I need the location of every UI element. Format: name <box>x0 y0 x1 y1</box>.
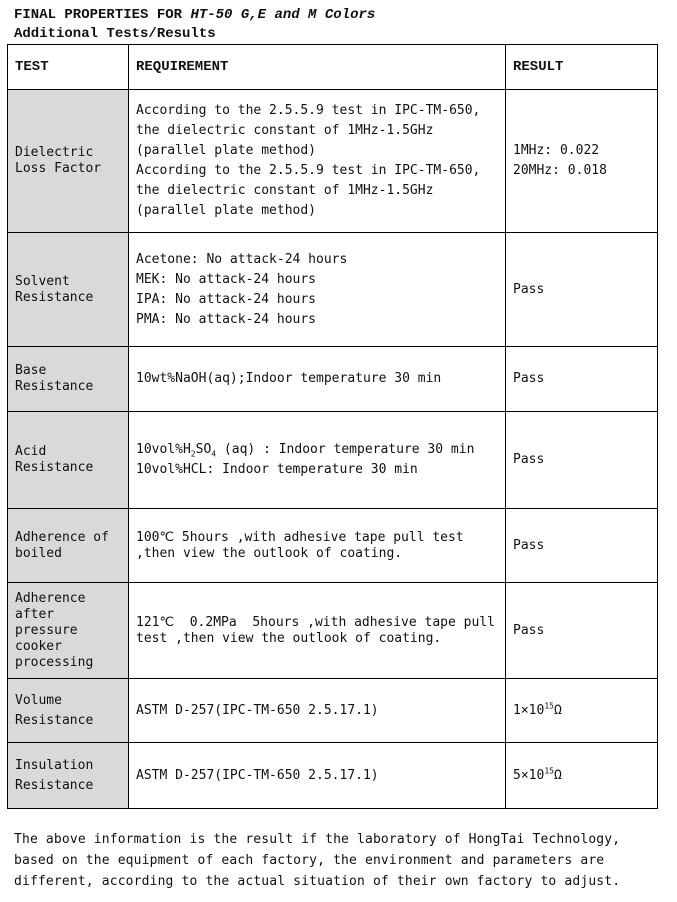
result-value: 20MHz: 0.018 <box>513 163 607 178</box>
title-prefix: FINAL PROPERTIES FOR <box>14 7 191 23</box>
result-mantissa: 1×10 <box>513 702 545 718</box>
acid-formula-mid: SO <box>195 442 212 457</box>
result-value: Pass <box>513 371 545 386</box>
result-cell <box>506 583 658 679</box>
document-subtitle: Additional Tests/Results <box>14 26 216 42</box>
result-cell <box>506 509 658 583</box>
test-name: Adherence after pressure cooker processing <box>8 583 129 679</box>
table-row <box>8 347 658 412</box>
table-row <box>8 583 658 679</box>
result-cell <box>506 412 658 509</box>
column-header-requirement: REQUIREMENT <box>129 45 506 90</box>
requirement-cell <box>129 233 506 347</box>
tests-table <box>7 44 658 809</box>
requirement-line: Acetone: No attack-24 hours <box>136 251 348 267</box>
result-value: Pass <box>513 537 545 553</box>
requirement-line: 121℃ 0.2MPa 5hours ,with adhesive tape pull test ,then view the outlook of coating. <box>136 614 503 646</box>
test-name: Dielectric Loss Factor <box>8 90 129 233</box>
test-name: Acid Resistance <box>8 412 129 509</box>
document-title <box>14 6 375 24</box>
result-mantissa: 5×10 <box>513 767 545 783</box>
requirement-cell <box>129 743 506 809</box>
result-cell <box>506 90 658 233</box>
requirement-line: ASTM D-257(IPC-TM-650 2.5.17.1) <box>136 702 379 718</box>
result-exponent: 15 <box>544 701 554 711</box>
requirement-line: PMA: No attack-24 hours <box>136 311 317 327</box>
test-name: Adherence of boiled <box>8 509 129 583</box>
acid-formula-prefix: 10vol%H <box>136 442 191 457</box>
result-cell <box>506 233 658 347</box>
requirement-line: According to the 2.5.5.9 test in IPC-TM-650, the dielectric constant of 1MHz-1.5GHz (parallel plate method) <box>136 163 489 218</box>
result-value: Pass <box>513 622 545 638</box>
result-value: Pass <box>513 452 545 467</box>
result-cell <box>506 347 658 412</box>
table-row <box>8 412 658 509</box>
product-name: HT-50 G,E and M Colors <box>190 7 376 23</box>
result-value <box>513 701 650 721</box>
requirement-line: 100℃ 5hours ,with adhesive tape pull test ,then view the outlook of coating. <box>136 529 472 561</box>
result-cell <box>506 743 658 809</box>
requirement-line <box>136 440 498 460</box>
acid-formula-subscript: 4 <box>211 449 217 459</box>
test-name: Insulation Resistance <box>8 743 129 809</box>
table-row <box>8 233 658 347</box>
result-unit: Ω <box>553 767 562 783</box>
test-name: Volume Resistance <box>8 679 129 743</box>
result-unit: Ω <box>553 702 562 718</box>
requirement-cell <box>129 679 506 743</box>
requirement-cell <box>129 347 506 412</box>
column-header-result: RESULT <box>506 45 658 90</box>
acid-formula-subscript: 2 <box>190 449 196 459</box>
requirement-cell <box>129 509 506 583</box>
test-name: Base Resistance <box>8 347 129 412</box>
result-cell <box>506 679 658 743</box>
column-header-test: TEST <box>8 45 129 90</box>
result-exponent: 15 <box>544 766 554 776</box>
disclaimer-text: The above information is the result if the laboratory of HongTai Technology, based on the equipment of each factory, the environment and parameters are different, according to the actual situation of their own factory to adjust. <box>14 832 621 889</box>
acid-formula-suffix: (aq) : Indoor temperature 30 min <box>216 442 475 457</box>
table-row <box>8 743 658 809</box>
table-header-row <box>8 45 658 90</box>
table-row <box>8 679 658 743</box>
requirement-line: MEK: No attack-24 hours <box>136 271 317 287</box>
requirement-line: 10vol%HCL: Indoor temperature 30 min <box>136 462 418 477</box>
result-value: 1MHz: 0.022 <box>513 143 600 158</box>
test-name: Solvent Resistance <box>8 233 129 347</box>
requirement-line: IPA: No attack-24 hours <box>136 291 317 307</box>
table-row <box>8 509 658 583</box>
requirement-cell <box>129 412 506 509</box>
requirement-line: ASTM D-257(IPC-TM-650 2.5.17.1) <box>136 767 379 783</box>
requirement-line: 10wt%NaOH(aq);Indoor temperature 30 min <box>136 371 442 386</box>
table-row <box>8 90 658 233</box>
requirement-cell <box>129 583 506 679</box>
requirement-line: According to the 2.5.5.9 test in IPC-TM-650, the dielectric constant of 1MHz-1.5GHz (parallel plate method) <box>136 103 489 158</box>
requirement-cell <box>129 90 506 233</box>
result-value <box>513 766 650 786</box>
result-value: Pass <box>513 281 545 297</box>
